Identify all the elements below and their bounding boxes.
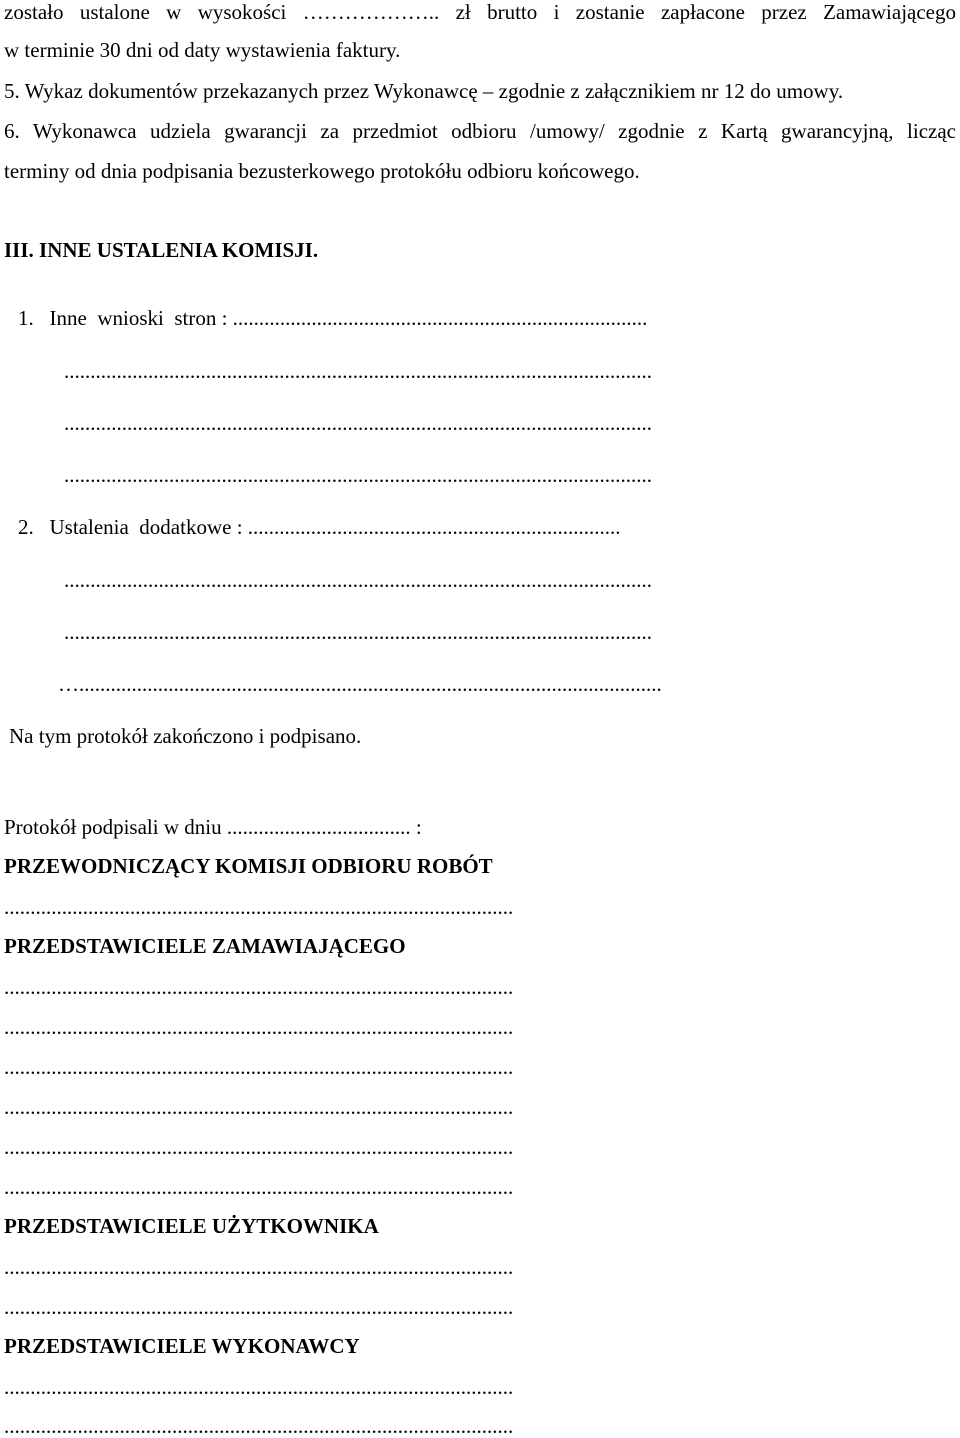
- employer-title: PRZEDSTAWICIELE ZAMAWIAJĄCEGO: [4, 934, 406, 958]
- item2-line1: ................................................................................................................: [64, 568, 652, 592]
- user-line1: .................................................................................................: [4, 1255, 514, 1279]
- para6-line1: 6. Wykonawca udziela gwarancji za przedmiot odbioru /umowy/ zgodnie z Kartą gwarancyjną, licząc: [4, 119, 956, 143]
- user-line2: .................................................................................................: [4, 1295, 514, 1319]
- user-title: PRZEDSTAWICIELE UŻYTKOWNIKA: [4, 1214, 379, 1238]
- item1-line2: ................................................................................................................: [64, 411, 652, 435]
- chairman-line1: .................................................................................................: [4, 895, 514, 919]
- employer-line4: .................................................................................................: [4, 1095, 514, 1119]
- employer-line2: .................................................................................................: [4, 1015, 514, 1039]
- item1-line1: ................................................................................................................: [64, 359, 652, 383]
- signed-date: Protokół podpisali w dniu ................................... :: [4, 815, 422, 839]
- section3-heading: III. INNE USTALENIA KOMISJI.: [4, 238, 319, 262]
- closing-text: Na tym protokół zakończono i podpisano.: [9, 724, 362, 748]
- para5: 5. Wykaz dokumentów przekazanych przez Wykonawcę – zgodnie z załącznikiem nr 12 do umowy.: [4, 79, 844, 103]
- para4-line2: w terminie 30 dni od daty wystawienia faktury.: [4, 38, 401, 62]
- contractor-line1: .................................................................................................: [4, 1375, 514, 1399]
- contractor-line2: .................................................................................................: [4, 1414, 514, 1438]
- item2-line2: ................................................................................................................: [64, 620, 652, 644]
- para6-line2: terminy od dnia podpisania bezusterkowego protokółu odbioru końcowego.: [4, 159, 640, 183]
- item2-line3: …...............................................................................................................: [58, 672, 662, 696]
- contractor-title: PRZEDSTAWICIELE WYKONAWCY: [4, 1334, 360, 1358]
- employer-line5: .................................................................................................: [4, 1135, 514, 1159]
- employer-line6: .................................................................................................: [4, 1175, 514, 1199]
- item1-line3: ................................................................................................................: [64, 463, 652, 487]
- employer-line3: .................................................................................................: [4, 1055, 514, 1079]
- chairman-title: PRZEWODNICZĄCY KOMISJI ODBIORU ROBÓT: [4, 854, 493, 878]
- employer-line1: .................................................................................................: [4, 975, 514, 999]
- para4-line1: zostało ustalone w wysokości ……………….. zł brutto i zostanie zapłacone przez Zamawiającego: [4, 0, 956, 24]
- item1-label: 1. Inne wnioski stron : ...............................................................................: [18, 306, 648, 330]
- item2-label: 2. Ustalenia dodatkowe : .......................................................................: [18, 515, 621, 539]
